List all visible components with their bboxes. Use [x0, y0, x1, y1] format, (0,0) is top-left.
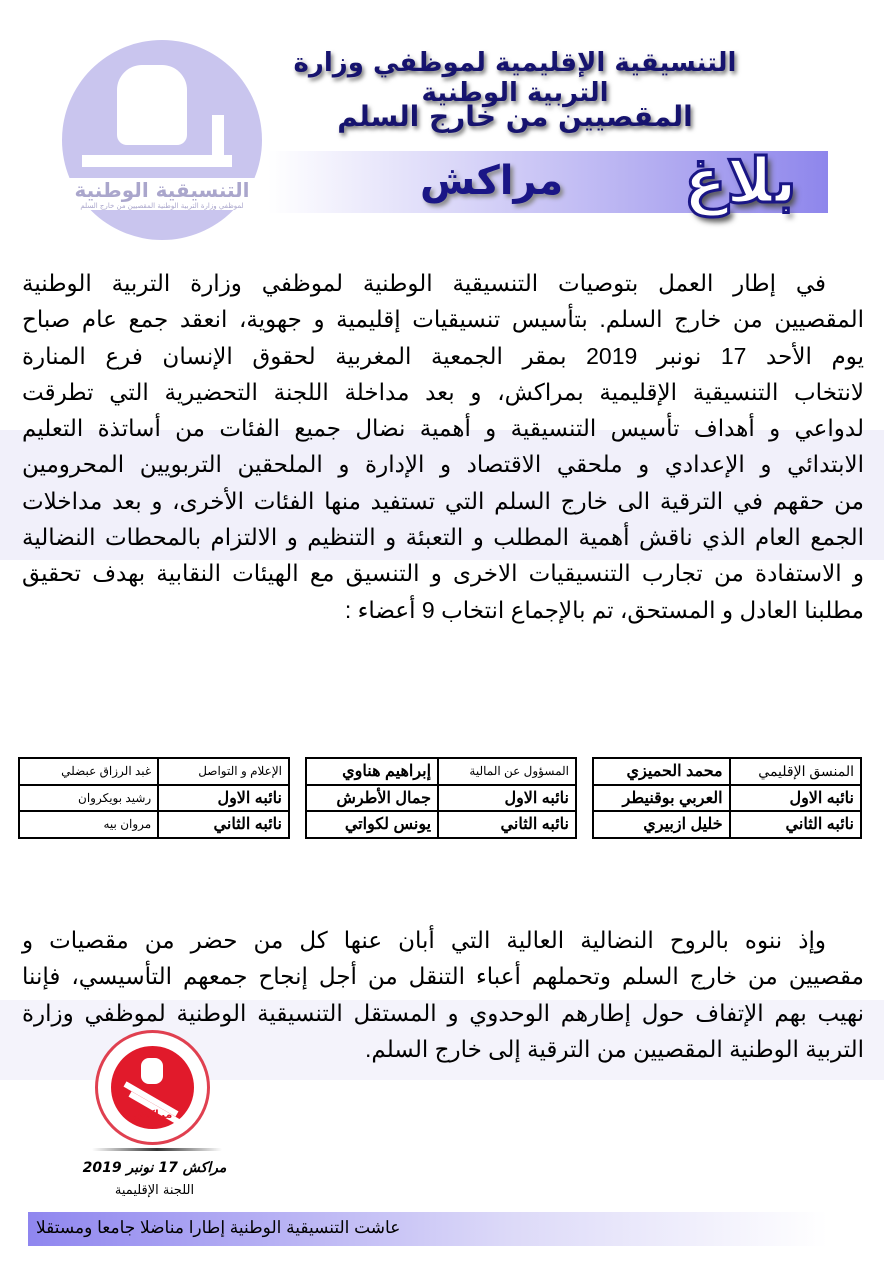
- name-cell: رشيد بويكروان: [19, 785, 158, 812]
- name-cell: غبد الرزاق عبضلي: [19, 758, 158, 785]
- coordination-logo: [62, 40, 262, 240]
- logo-step: [212, 115, 224, 165]
- text-line: مطلبنا العادل و المستحق، تم بالإجماع انتخاب 9 أعضاء :: [344, 596, 864, 623]
- table-row: [306, 811, 576, 838]
- text-line: في إطار العمل بتوصيات التنسيقية الوطنية لموظفي وزارة التربية الوطنية: [22, 270, 826, 296]
- role-cell: نائبه الثاني: [730, 811, 861, 838]
- city-title: مراكش: [420, 158, 564, 204]
- regional-stamp: [95, 1030, 210, 1145]
- role-cell: الإعلام و التواصل: [158, 758, 289, 785]
- text-line: يوم الأحد 17 نونبر 2019 بمقر الجمعية المغربية لحقوق الإنسان فرع المنارة: [22, 342, 864, 369]
- text-line: وإذ ننوه بالروح النضالية العالية التي أبان عنها كل من حضر من مقصيات و: [22, 927, 826, 953]
- table-row: [19, 758, 289, 785]
- paragraph-intro: [22, 265, 864, 628]
- members-table-coordination: [592, 757, 862, 839]
- role-cell: نائبه الاول: [730, 785, 861, 812]
- footer-banner: [28, 1212, 828, 1246]
- text-line: و الاستفادة من تجارب التنسيقيات الاخرى و التنسيق مع الهيئات النقابية بهدف تحقيق: [22, 560, 864, 587]
- role-cell: نائبه الاول: [158, 785, 289, 812]
- logo-step: [82, 155, 232, 167]
- text-line: نهيب بهم الإتفاف حول إطارهم الوحدوي و المستقل التنسيقية الوطنية لموظفي وزارة: [22, 999, 864, 1026]
- table-row: [593, 811, 861, 838]
- name-cell: العربي بوقنيطر: [593, 785, 730, 812]
- text-line: الابتدائي و الإعدادي و ملحقي الاقتصاد و الإدارة و الملحقين التربويين المحرومين: [22, 451, 864, 478]
- table-row: [306, 785, 576, 812]
- table-row: [593, 785, 861, 812]
- text-line: من حقهم في الترقية الى خارج السلم التي تستفيد منها الفئات الأخرى، و بعد مداخلات: [22, 487, 864, 514]
- footer-slogan: عاشت التنسيقية الوطنية إطارا مناضلا جامعا ومستقلا: [36, 1218, 401, 1237]
- text-line: لدواعي و أهداف تأسيس التنسيقية و أهمية نضال جميع الفئات من أساتذة التعليم: [22, 415, 864, 442]
- text-line: التربية الوطنية المقصيين من الترقية إلى خارج السلم.: [365, 1035, 864, 1062]
- name-cell: محمد الحميزي: [593, 758, 730, 785]
- table-row: [593, 758, 861, 785]
- signature-date: مراكش 17 نونبر 2019: [82, 1160, 227, 1176]
- title-line-1: التنسيقية الإقليمية لموظفي وزارة التربية الوطنية: [293, 48, 737, 108]
- name-cell: إبراهيم هناوي: [306, 758, 438, 785]
- name-cell: جمال الأطرش: [306, 785, 438, 812]
- members-table-finance: [305, 757, 577, 839]
- communique-title: بلاغ: [684, 144, 797, 217]
- name-cell: خليل ازبيري: [593, 811, 730, 838]
- members-table-media: [18, 757, 290, 839]
- logo-text: التنسيقية الوطنية: [74, 178, 250, 202]
- table-row: [19, 785, 289, 812]
- role-cell: نائبه الثاني: [438, 811, 576, 838]
- signature-committee: اللجنة الإقليمية: [114, 1183, 195, 1198]
- text-line: المقصيين من خارج السلم. بتأسيس تنسيقيات إقليمية و جهوية، انعقد جمع عام صباح: [22, 306, 864, 333]
- table-row: [19, 811, 289, 838]
- title-line-2: المقصيين من خارج السلم: [337, 100, 693, 133]
- stamp-label: مراكش: [133, 1108, 173, 1121]
- fist-icon: [117, 65, 187, 145]
- logo-caption: [62, 178, 262, 210]
- role-cell: المنسق الإقليمي: [730, 758, 861, 785]
- logo-subtext: لموظفي وزارة التربية الوطنية المقصيين من خارج السلم: [80, 202, 244, 210]
- table-row: [306, 758, 576, 785]
- role-cell: نائبه الثاني: [158, 811, 289, 838]
- name-cell: مروان بيه: [19, 811, 158, 838]
- role-cell: المسؤول عن المالية: [438, 758, 576, 785]
- signature-divider: [92, 1148, 222, 1151]
- text-line: مقصيين من خارج السلم وتحملهم أعباء التنقل من أجل إنجاح جمعهم التأسيسي، فإننا: [22, 963, 864, 990]
- name-cell: يونس لكواتي: [306, 811, 438, 838]
- text-line: لانتخاب التنسيقية الإقليمية بمراكش، و بعد مداخلة اللجنة التحضيرية التي تطرقت: [22, 378, 864, 405]
- text-line: الجمع العام الذي ناقش أهمية المطلب و التعبئة و التنظيم و الالتزام بالمحطات النضالية: [22, 524, 864, 551]
- role-cell: نائبه الاول: [438, 785, 576, 812]
